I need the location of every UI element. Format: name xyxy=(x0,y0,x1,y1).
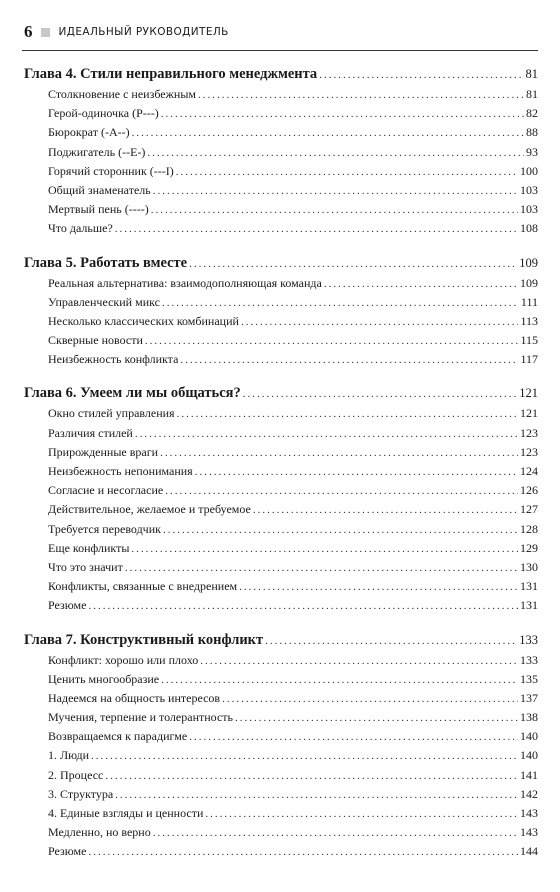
dot-leader xyxy=(153,185,518,197)
chapter-heading-title: Глава 7. Конструктивный конфликт xyxy=(24,631,264,648)
toc-entry[interactable] xyxy=(24,483,538,502)
dot-leader xyxy=(241,316,518,328)
toc-entry-title: Надеемся на общность интересов xyxy=(48,690,221,705)
toc-entry-page: 127 xyxy=(520,502,538,517)
toc-entry[interactable] xyxy=(24,145,538,164)
toc-entry-title: 3. Структура xyxy=(48,786,114,801)
toc-entry[interactable] xyxy=(24,295,538,314)
dot-leader xyxy=(125,562,518,574)
toc-entry[interactable] xyxy=(24,560,538,579)
chapter-heading[interactable] xyxy=(24,66,538,87)
toc-entry[interactable] xyxy=(24,426,538,445)
dot-leader xyxy=(115,223,518,235)
chapter-heading-title: Глава 5. Работать вместе xyxy=(24,254,188,271)
toc-entry-title: Различия стилей xyxy=(48,425,133,440)
dot-leader xyxy=(115,789,518,801)
toc-entry-page: 126 xyxy=(520,483,538,498)
toc-entry[interactable] xyxy=(24,806,538,825)
dot-leader xyxy=(161,108,524,120)
chapter-heading-page: 109 xyxy=(519,255,538,270)
chapter-section xyxy=(24,255,538,372)
toc-entry-title: Мертвый пень (----) xyxy=(48,202,149,217)
toc-entry-page: 138 xyxy=(520,710,538,725)
dot-leader xyxy=(189,731,518,743)
dot-leader xyxy=(205,808,518,820)
toc-entry[interactable] xyxy=(24,125,538,144)
dot-leader xyxy=(195,466,518,478)
toc-entry-page: 141 xyxy=(520,767,538,782)
square-bullet-icon xyxy=(41,28,50,37)
toc-entry[interactable] xyxy=(24,502,538,521)
toc-entry-title: Медленно, но верно xyxy=(48,825,151,840)
toc-entry-page: 100 xyxy=(520,163,538,178)
chapter-section xyxy=(24,385,538,617)
toc-entry-title: Общий знаменатель xyxy=(48,182,151,197)
toc-entry-page: 103 xyxy=(520,182,538,197)
toc-entry-title: Скверные новости xyxy=(48,333,143,348)
dot-leader xyxy=(135,428,518,440)
chapter-section xyxy=(24,632,538,864)
toc-entry-title: Поджигатель (--E-) xyxy=(48,144,146,159)
toc-entry[interactable] xyxy=(24,314,538,333)
toc-entry-page: 109 xyxy=(520,275,538,290)
toc-entry[interactable] xyxy=(24,522,538,541)
chapter-heading-page: 121 xyxy=(519,386,538,401)
toc-entry-page: 133 xyxy=(520,652,538,667)
dot-leader xyxy=(324,278,518,290)
dot-leader xyxy=(243,388,517,400)
toc-entry-title: Неизбежность конфликта xyxy=(48,352,179,367)
page-number: 6 xyxy=(24,22,33,41)
dot-leader xyxy=(147,147,524,159)
dot-leader xyxy=(88,846,518,858)
toc-entry[interactable] xyxy=(24,87,538,106)
toc-entry-title: Прирожденные враги xyxy=(48,444,159,459)
dot-leader xyxy=(319,69,523,81)
toc-entry[interactable] xyxy=(24,653,538,672)
running-title: ИДЕАЛЬНЫЙ РУКОВОДИТЕЛЬ xyxy=(58,26,229,38)
toc-entry-title: Согласие и несогласие xyxy=(48,483,164,498)
toc-entry-title: Несколько классических комбинаций xyxy=(48,313,239,328)
chapter-heading[interactable] xyxy=(24,632,538,653)
toc-entry-title: Бюрократ (-A--) xyxy=(48,125,130,140)
toc-entry-page: 93 xyxy=(526,144,538,159)
dot-leader xyxy=(88,600,518,612)
toc-entry-title: Мучения, терпение и толерантность xyxy=(48,710,234,725)
toc-entry-title: Резюме xyxy=(48,598,87,613)
toc-entry-title: Требуется переводчик xyxy=(48,521,161,536)
dot-leader xyxy=(235,712,518,724)
chapter-heading-title: Глава 4. Стили неправильного менеджмента xyxy=(24,66,318,82)
toc-entry-title: 4. Единые взгляды и ценности xyxy=(48,806,204,820)
toc-entry[interactable] xyxy=(24,352,538,371)
dot-leader xyxy=(153,827,518,839)
toc-entry[interactable] xyxy=(24,106,538,125)
dot-leader xyxy=(265,635,517,647)
toc-entry-page: 131 xyxy=(520,579,538,594)
table-of-contents xyxy=(24,66,538,878)
toc-entry-page: 117 xyxy=(520,352,538,367)
dot-leader xyxy=(165,485,518,497)
toc-entry[interactable] xyxy=(24,787,538,806)
toc-entry-title: Возвращаемся к парадигме xyxy=(48,729,188,744)
dot-leader xyxy=(105,770,518,782)
toc-entry-title: Конфликт: хорошо или плохо xyxy=(48,652,199,667)
chapter-heading-title: Глава 6. Умеем ли мы общаться? xyxy=(24,385,241,402)
dot-leader xyxy=(222,693,518,705)
toc-entry[interactable] xyxy=(24,202,538,221)
toc-entry-page: 108 xyxy=(520,221,538,236)
dot-leader xyxy=(162,297,519,309)
toc-entry-page: 124 xyxy=(520,464,538,478)
chapter-heading-page: 133 xyxy=(519,632,538,647)
dot-leader xyxy=(189,258,517,270)
toc-entry-title: Конфликты, связанные с внедрением xyxy=(48,579,238,594)
dot-leader xyxy=(198,89,524,101)
chapter-section xyxy=(24,66,538,241)
dot-leader xyxy=(163,524,518,536)
dot-leader xyxy=(91,750,518,762)
toc-entry-title: 1. Люди xyxy=(48,748,90,763)
dot-leader xyxy=(151,204,518,216)
toc-entry-page: 123 xyxy=(520,425,538,440)
toc-entry-page: 140 xyxy=(520,729,538,744)
toc-entry-page: 135 xyxy=(520,671,538,686)
toc-entry-page: 113 xyxy=(520,313,538,328)
toc-entry-title: Реальная альтернатива: взаимодополняющая команда xyxy=(48,275,322,290)
toc-entry[interactable] xyxy=(24,729,538,748)
toc-entry[interactable] xyxy=(24,541,538,560)
dot-leader xyxy=(200,655,518,667)
toc-entry-title: Окно стилей управления xyxy=(48,406,175,421)
toc-entry-page: 128 xyxy=(520,521,538,536)
toc-entry-title: Ценить многообразие xyxy=(48,671,160,686)
toc-entry-page: 121 xyxy=(520,406,538,421)
toc-entry-page: 130 xyxy=(520,559,538,574)
dot-leader xyxy=(131,543,518,555)
dot-leader xyxy=(161,674,518,686)
toc-entry-page: 82 xyxy=(526,106,538,121)
toc-entry-title: Еще конфликты xyxy=(48,540,130,555)
dot-leader xyxy=(180,354,518,366)
toc-entry-page: 123 xyxy=(520,444,538,459)
toc-entry[interactable] xyxy=(24,445,538,464)
chapter-heading[interactable] xyxy=(24,255,538,276)
toc-entry-page: 88 xyxy=(526,125,538,140)
toc-entry[interactable] xyxy=(24,183,538,202)
toc-entry[interactable] xyxy=(24,598,538,617)
toc-entry[interactable] xyxy=(24,164,538,183)
toc-entry-title: Герой-одиночка (P---) xyxy=(48,106,159,121)
toc-entry-page: 129 xyxy=(520,540,538,555)
dot-leader xyxy=(177,408,518,420)
toc-entry-page: 81 xyxy=(526,87,538,101)
toc-entry-page: 143 xyxy=(520,825,538,840)
toc-entry-title: Управленческий микс xyxy=(48,294,160,309)
chapter-heading-page: 81 xyxy=(525,67,538,81)
toc-entry-title: Действительное, желаемое и требуемое xyxy=(48,502,251,517)
toc-entry-title: Резюме xyxy=(48,844,87,859)
toc-entry-page: 140 xyxy=(520,748,538,763)
dot-leader xyxy=(132,127,524,139)
toc-entry[interactable] xyxy=(24,768,538,787)
dot-leader xyxy=(239,581,518,593)
toc-entry-page: 103 xyxy=(520,202,538,217)
toc-entry[interactable] xyxy=(24,333,538,352)
toc-entry-title: Что это значит xyxy=(48,559,123,574)
toc-entry[interactable] xyxy=(24,748,538,767)
toc-entry-title: Что дальше? xyxy=(48,221,113,236)
dot-leader xyxy=(253,504,518,516)
toc-entry-title: Горячий сторонник (---I) xyxy=(48,163,174,178)
toc-entry-title: Неизбежность непонимания xyxy=(48,464,193,478)
toc-entry[interactable] xyxy=(24,464,538,483)
toc-entry-page: 111 xyxy=(520,294,538,309)
dot-leader xyxy=(176,166,518,178)
toc-entry[interactable] xyxy=(24,276,538,295)
toc-entry-page: 137 xyxy=(520,690,538,705)
toc-entry[interactable] xyxy=(24,844,538,863)
toc-entry-page: 144 xyxy=(520,844,538,859)
toc-entry-title: Столкновение с неизбежным xyxy=(48,87,196,101)
toc-entry[interactable] xyxy=(24,710,538,729)
toc-entry[interactable] xyxy=(24,825,538,844)
toc-entry[interactable] xyxy=(24,672,538,691)
toc-entry[interactable] xyxy=(24,691,538,710)
chapter-heading[interactable] xyxy=(24,385,538,406)
toc-entry-page: 143 xyxy=(520,806,538,820)
toc-entry-page: 115 xyxy=(520,333,538,348)
header-rule xyxy=(22,50,538,51)
toc-entry[interactable] xyxy=(24,406,538,425)
running-header xyxy=(24,22,536,42)
toc-entry-page: 131 xyxy=(520,598,538,613)
toc-entry[interactable] xyxy=(24,221,538,240)
toc-entry[interactable] xyxy=(24,579,538,598)
toc-entry-title: 2. Процесс xyxy=(48,767,104,782)
toc-entry-page: 142 xyxy=(520,786,538,801)
dot-leader xyxy=(160,447,518,459)
dot-leader xyxy=(145,335,519,347)
